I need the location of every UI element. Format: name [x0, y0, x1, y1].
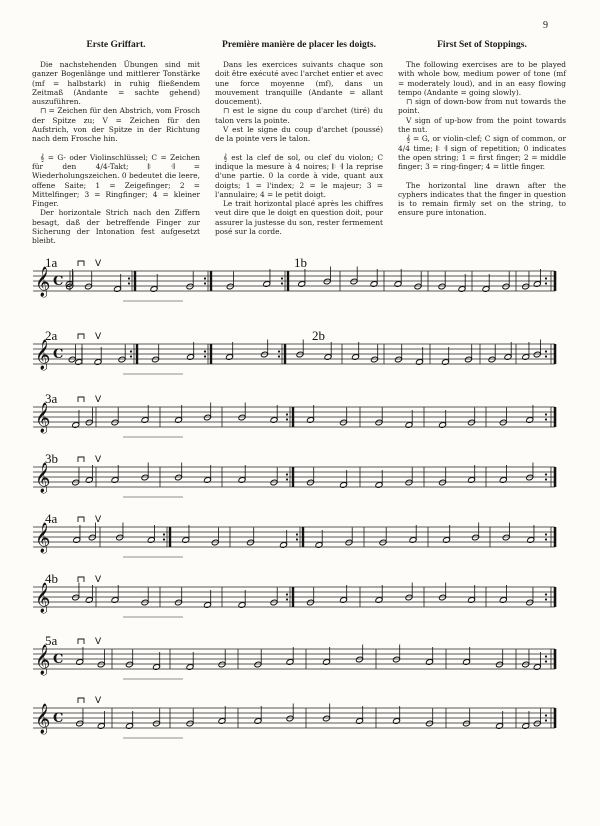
- repeat-dot: [286, 413, 288, 415]
- down-bow-icon: [78, 577, 84, 582]
- paragraph: 𝄞 = G- oder Violinschlüssel; C = Zeichen für den 4/4-Takt; 𝄆 𝄇 = Wiederholungszeichen. 0 bedeutet die leere, offene Saite; 1 = Zeigefinger; 2 = Mittelfinger; 3 = Ringfinger; 4 = kleiner Finger.: [32, 152, 200, 209]
- up-bow-icon: V: [95, 575, 102, 585]
- down-bow-icon: [78, 261, 84, 266]
- repeat-dot: [204, 277, 206, 279]
- exercise-label: 1a: [45, 255, 58, 270]
- repeat-dot: [163, 538, 165, 540]
- repeat-dot: [278, 355, 280, 357]
- up-bow-icon: V: [95, 259, 102, 269]
- repeat-dot: [281, 282, 283, 284]
- exercise-label: 5a: [45, 633, 58, 648]
- repeat-dot: [278, 350, 280, 352]
- paragraph: V sign of up-bow from the point towards the nut.: [398, 115, 566, 135]
- repeat-dot: [128, 282, 130, 284]
- repeat-dot: [204, 355, 206, 357]
- repeat-dot: [128, 277, 130, 279]
- treble-clef-icon: 𝄞: [35, 704, 51, 734]
- up-bow-icon: V: [95, 455, 102, 465]
- repeat-dot: [286, 418, 288, 420]
- repeat-dot: [163, 533, 165, 535]
- repeat-dot: [296, 538, 298, 540]
- repeat-dot: [286, 593, 288, 595]
- paragraph: V est le signe du coup d'archet (poussé) de la pointe vers le talon.: [215, 125, 383, 144]
- down-bow-icon: [78, 397, 84, 402]
- paragraph: The horizontal line drawn after the cyphers indicates that the finger in question is to remain firmly set on the string, to ensure pure intonation.: [398, 180, 566, 218]
- up-bow-icon: V: [95, 332, 102, 342]
- repeat-dot: [545, 282, 547, 284]
- exercise-label: 2a: [45, 328, 58, 343]
- treble-clef-icon: 𝄞: [35, 523, 51, 553]
- down-bow-icon: [78, 639, 84, 644]
- down-bow-icon: [78, 698, 84, 703]
- repeat-dot: [286, 478, 288, 480]
- column-title: Erste Griffart.: [86, 40, 146, 50]
- exercise-label: 3a: [45, 391, 58, 406]
- treble-clef-icon: 𝄞: [35, 403, 51, 433]
- repeat-dot: [204, 350, 206, 352]
- treble-clef-icon: 𝄞: [35, 583, 51, 613]
- exercise-label: 4a: [45, 511, 58, 526]
- down-bow-icon: [78, 334, 84, 339]
- exercise-label: 3b: [45, 451, 58, 466]
- repeat-dot: [545, 719, 547, 721]
- common-time-icon: C: [53, 274, 64, 289]
- page-number: 9: [543, 20, 548, 31]
- repeat-dot: [545, 350, 547, 352]
- down-bow-icon: [78, 517, 84, 522]
- common-time-icon: C: [53, 652, 64, 667]
- repeat-dot: [545, 660, 547, 662]
- column-title: First Set of Stoppings.: [437, 40, 527, 50]
- exercise-label: 1b: [294, 255, 307, 270]
- common-time-icon: C: [53, 711, 64, 726]
- up-bow-icon: V: [95, 515, 102, 525]
- repeat-dot: [545, 478, 547, 480]
- paragraph: Dans les exercices suivants chaque son doit être exécuté avec l'archet entier et avec une force moyenne (mf), dans un mouvement tranquille (Andante = allant doucement).: [215, 60, 383, 107]
- down-bow-icon: [78, 457, 84, 462]
- treble-clef-icon: 𝄞: [35, 463, 51, 493]
- up-bow-icon: V: [95, 696, 102, 706]
- repeat-dot: [545, 355, 547, 357]
- treble-clef-icon: 𝄞: [35, 645, 51, 675]
- treble-clef-icon: 𝄞: [35, 267, 51, 297]
- repeat-dot: [286, 473, 288, 475]
- exercise-label: 4b: [45, 571, 58, 586]
- repeat-dot: [281, 277, 283, 279]
- repeat-dot: [130, 350, 132, 352]
- paragraph: 𝄞 est la clef de sol, ou clef du violon; C indique la mesure à 4 noires; 𝄆 𝄇 la reprise d'une partie. 0 la corde à vide, quant aux doigts; 1 = l'index; 2 = le majeur; 3 = l'annulaire; 4 = le petit doigt.: [215, 152, 383, 199]
- repeat-dot: [545, 413, 547, 415]
- repeat-dot: [296, 533, 298, 535]
- repeat-dot: [204, 282, 206, 284]
- repeat-dot: [286, 598, 288, 600]
- repeat-dot: [545, 533, 547, 535]
- paragraph: Die nachstehenden Übungen sind mit ganzer Bogenlänge und mittlerer Tonstärke (mf = halbstark) in ruhig fließendem Zeitmaß (Andante = sachte gehend) auszuführen.: [32, 60, 200, 107]
- paragraph: 𝄞 = G, or violin-clef; C sign of common, or 4/4 time; 𝄆 𝄇 sign of repetition; 0 indicates the open string; 1 = first finger; 2 = middle finger; 3 = ring-finger; 4 = little finger.: [398, 134, 566, 172]
- up-bow-icon: V: [95, 637, 102, 647]
- paragraph: Le trait horizontal placé après les chiffres veut dire que le doigt en question doit, pour assurer la justesse du son, rester fermement posé sur la corde.: [215, 199, 383, 237]
- paragraph: ⊓ est le signe du coup d'archet (tiré) du talon vers la pointe.: [215, 106, 383, 125]
- repeat-dot: [545, 277, 547, 279]
- repeat-dot: [545, 655, 547, 657]
- repeat-dot: [545, 714, 547, 716]
- repeat-dot: [545, 538, 547, 540]
- repeat-dot: [545, 473, 547, 475]
- paragraph: ⊓ = Zeichen für den Abstrich, vom Frosch der Spitze zu; V = Zeichen für den Aufstrich, von der Spitze in der Richtung nach dem Frosche hin.: [32, 106, 200, 144]
- repeat-dot: [545, 593, 547, 595]
- up-bow-icon: V: [95, 395, 102, 405]
- paragraph: The following exercises are to be played with whole bow, medium power of tone (mf = moderately loud), and in an easy flowing tempo (Andante = going slowly).: [398, 60, 566, 97]
- column-title: Première manière de placer les doigts.: [222, 40, 376, 50]
- paragraph: ⊓ sign of down-bow from nut towards the point.: [398, 97, 566, 116]
- common-time-icon: C: [53, 347, 64, 362]
- exercise-label: 2b: [312, 328, 325, 343]
- treble-clef-icon: 𝄞: [35, 340, 51, 370]
- repeat-dot: [545, 418, 547, 420]
- paragraph: Der horizontale Strich nach den Ziffern besagt, daß der betreffende Finger zur Sicherung der Intonation fest aufgesetzt bleibt.: [32, 208, 200, 246]
- repeat-dot: [545, 598, 547, 600]
- repeat-dot: [130, 355, 132, 357]
